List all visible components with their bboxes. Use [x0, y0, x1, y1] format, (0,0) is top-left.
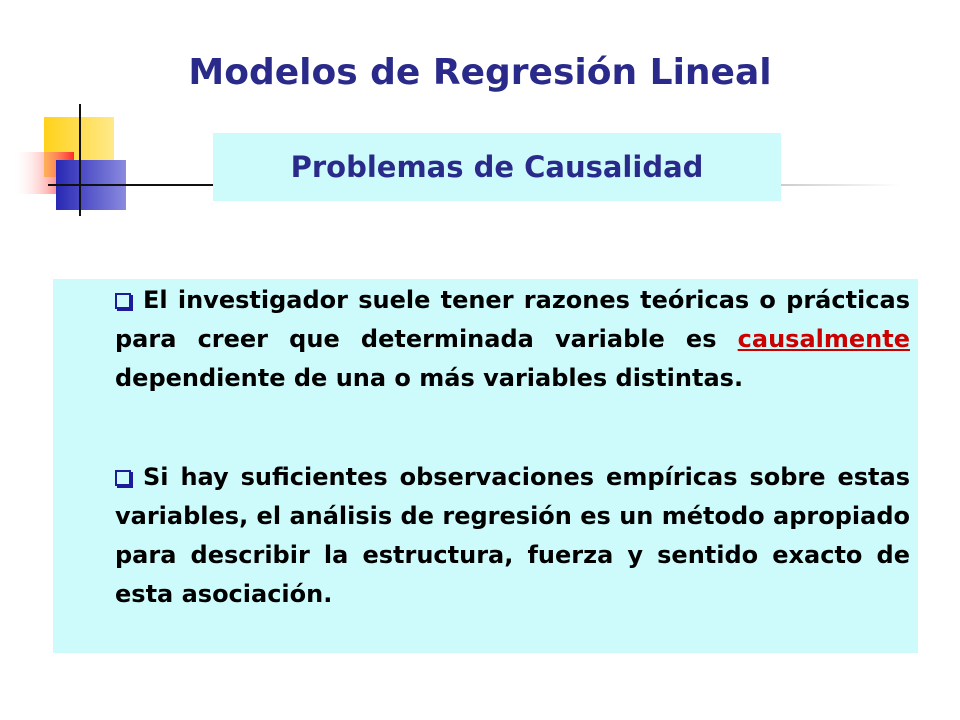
checkbox-icon: [115, 470, 131, 486]
bullet-text-segment: dependiente de una o más variables distintas.: [115, 364, 744, 392]
emphasized-word: causalmente: [737, 325, 910, 353]
subtitle-banner: [213, 133, 781, 201]
bullet-text-segment: El investigador suele tener razones teóricas o prácticas para creer que determinada variable es: [115, 286, 910, 353]
slide-title: Modelos de Regresión Lineal: [188, 52, 772, 93]
bullet-item: [115, 458, 910, 614]
content-panel: [53, 279, 918, 653]
checkbox-icon: [115, 293, 131, 309]
fading-rule: [781, 184, 901, 186]
slide-subtitle: Problemas de Causalidad: [290, 150, 704, 184]
bullet-text-segment: Si hay suficientes observaciones empíricas sobre estas variables, el análisis de regresión es un método apropiado para describir la estructura, fuerza y sentido exacto de esta asociación.: [115, 463, 910, 608]
bullet-item: [115, 281, 910, 398]
